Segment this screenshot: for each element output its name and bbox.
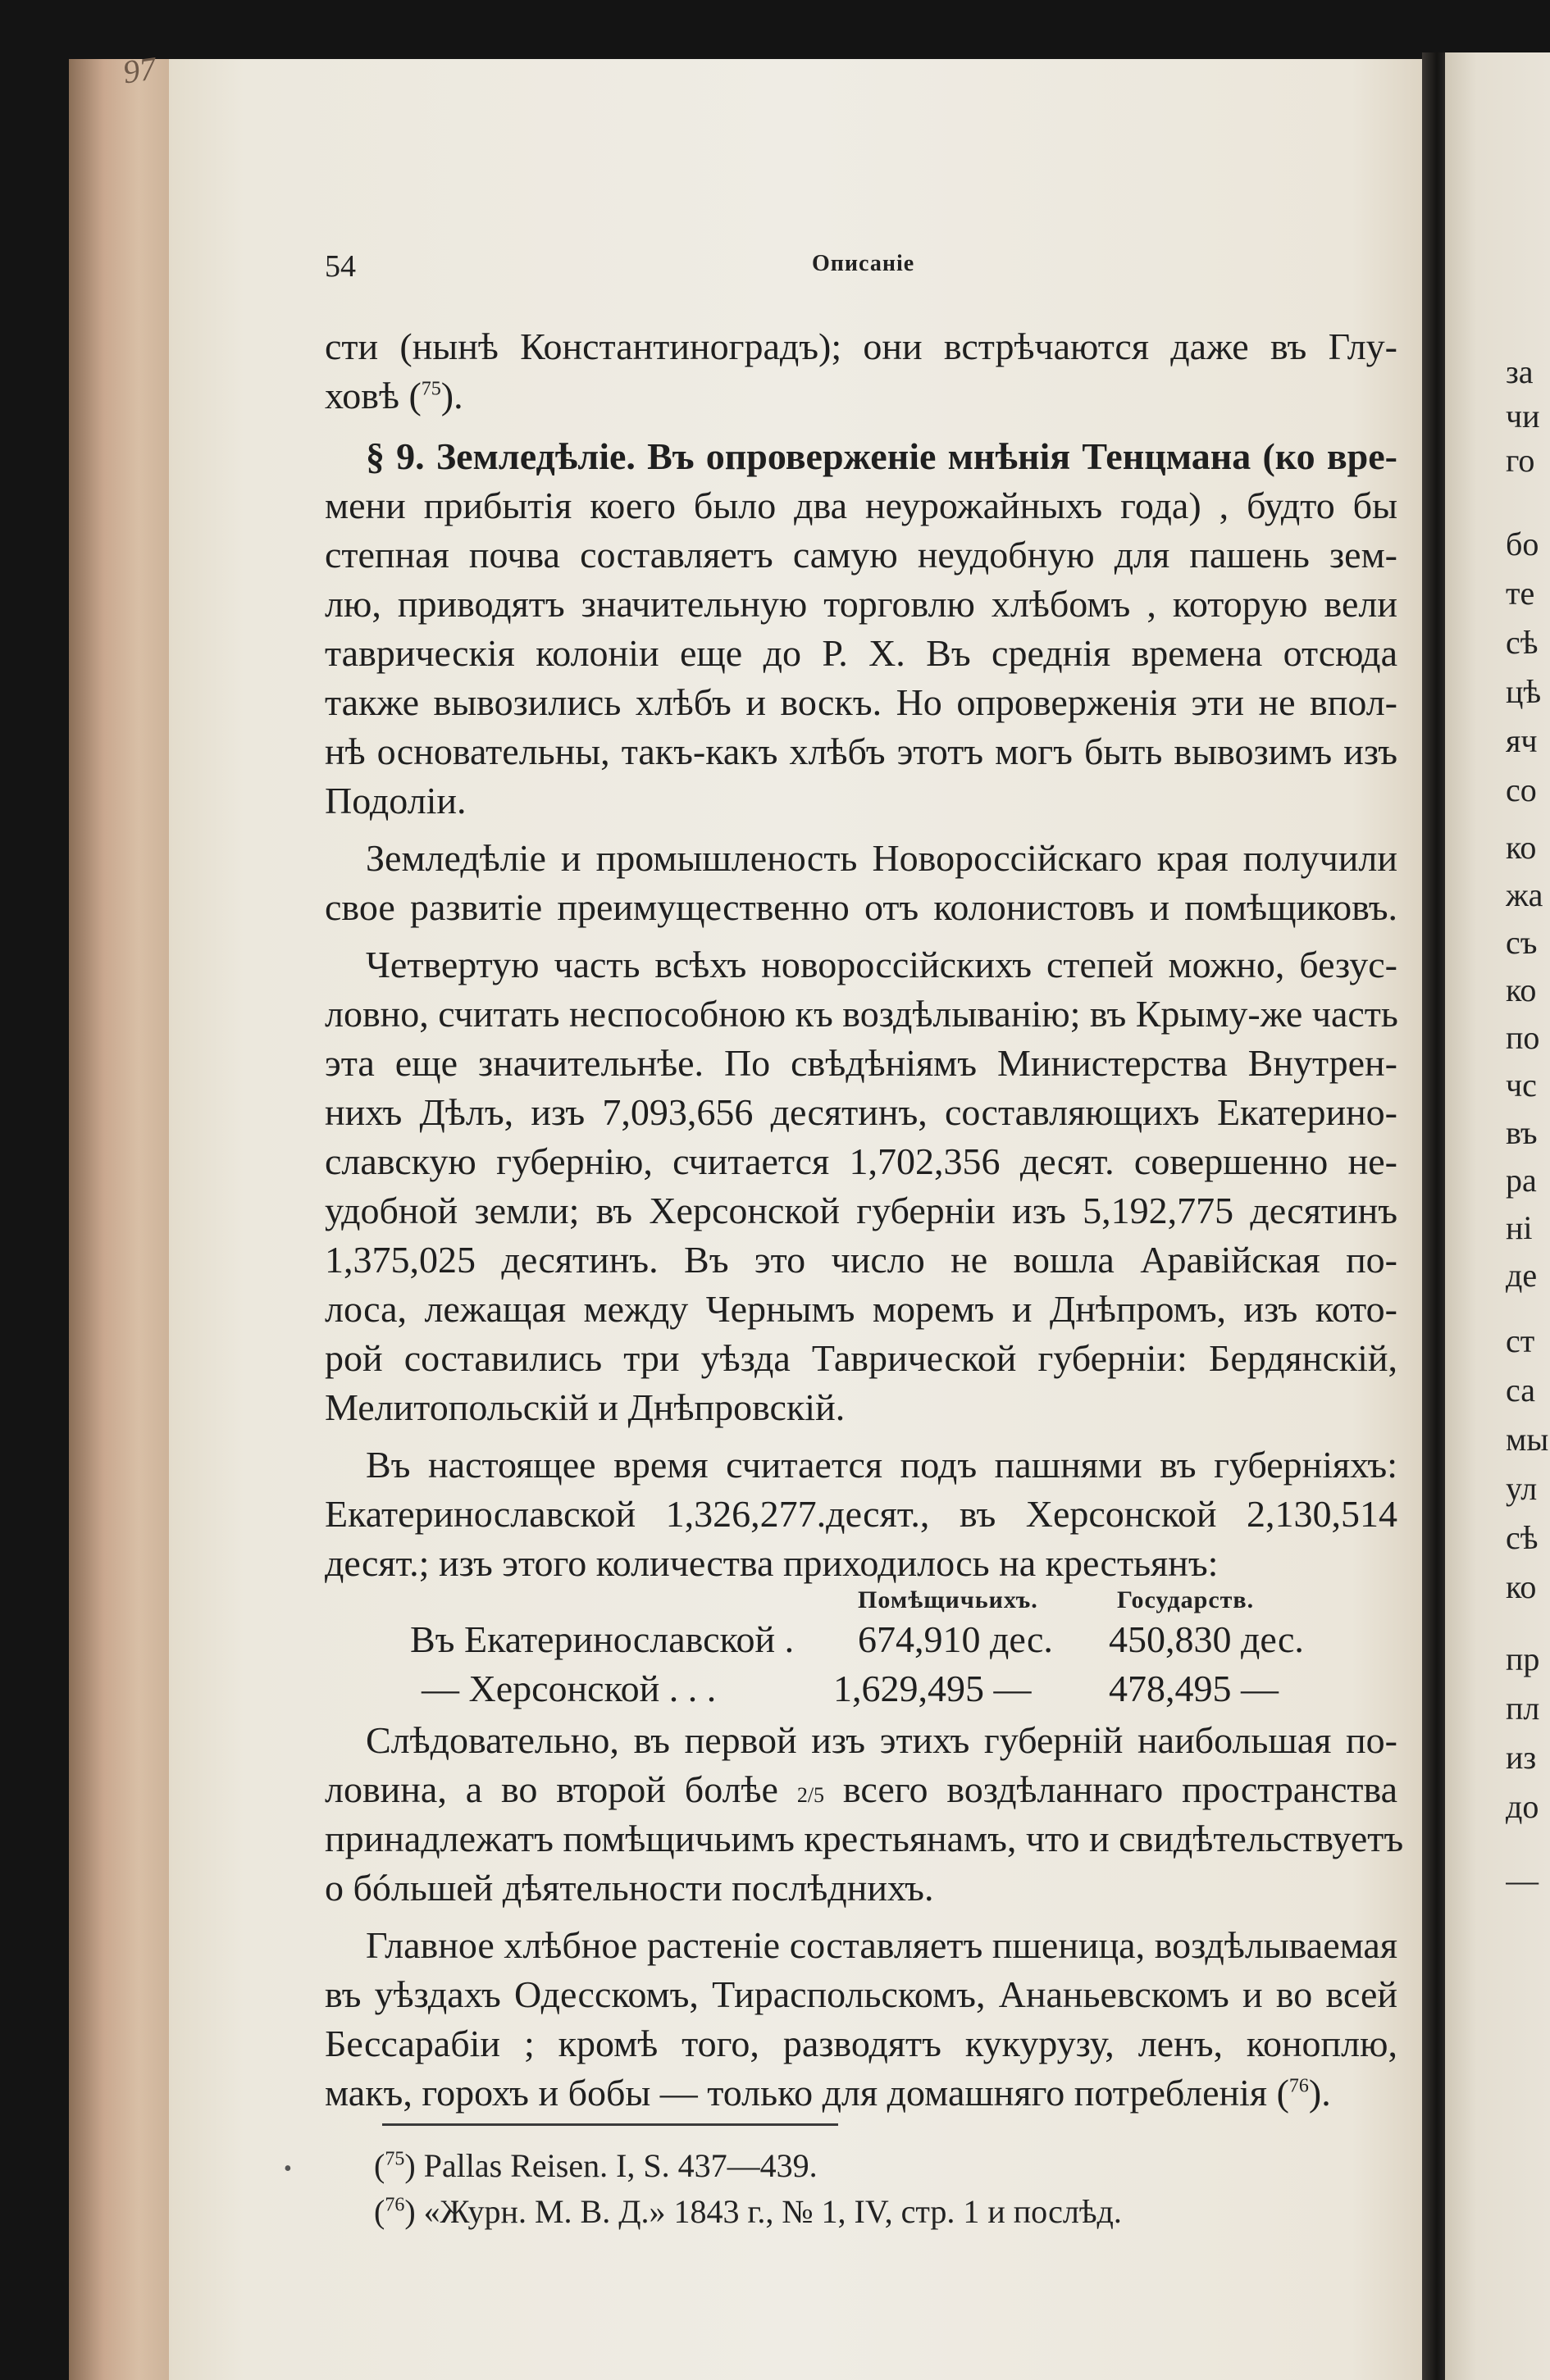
text-line: Четвертую часть всѣхъ новороссійскихъ степей можно, безус-	[366, 944, 1397, 985]
text-line: ловина, а во второй болѣе 2/5 всего воздѣланнаго пространства	[325, 1768, 1398, 1810]
text-line: удобной земли; въ Херсонской губерніи изъ 5,192,775 десятинъ	[325, 1190, 1397, 1231]
table-header-pom: Помѣщичьихъ.	[858, 1586, 1038, 1613]
table-cell-pom: 674,910 дес.	[858, 1618, 1053, 1660]
text-line: нихъ Дѣлъ, изъ 7,093,656 десятинъ, составляющихъ Екатерино-	[325, 1091, 1397, 1133]
table-cell-gos: 478,495 —	[1109, 1668, 1279, 1709]
text-line: Бессарабіи ; кромѣ того, разводятъ кукурузу, ленъ, коноплю,	[325, 2023, 1397, 2064]
text-line: Слѣдовательно, въ первой изъ этихъ губерній наибольшая по-	[366, 1719, 1397, 1761]
facing-page-fragment: до	[1506, 1788, 1539, 1825]
text-line: Подоліи.	[325, 780, 467, 821]
text-line: рой составились три уѣзда Таврической губерніи: Бердянскій,	[325, 1337, 1397, 1379]
table-row-label: — Херсонской . . .	[422, 1668, 717, 1709]
facing-page-fragment: са	[1506, 1372, 1535, 1408]
text-line: Въ настоящее время считается подъ пашнями въ губерніяхъ:	[366, 1444, 1397, 1486]
facing-page-fragment: ні	[1506, 1209, 1533, 1246]
text-line: десят.; изъ этого количества приходилось на крестьянъ:	[325, 1542, 1219, 1584]
facing-page-fragment: сѣ	[1506, 1519, 1539, 1556]
facing-page-fragment: бо	[1506, 526, 1539, 562]
text-line: принадлежатъ помѣщичьимъ крестьянамъ, что и свидѣтельствуетъ	[325, 1818, 1404, 1859]
facing-page-fragment: въ	[1506, 1114, 1538, 1151]
table-header-gos: Государств.	[1117, 1586, 1255, 1613]
text-line: эта еще значительнѣе. По свѣдѣніямъ Министерства Внутрен-	[325, 1042, 1397, 1084]
facing-page-fragment: ко	[1506, 972, 1537, 1008]
footnote-75: ($^{75}$) Pallas Reisen. I, S. 437—439.	[374, 2147, 818, 2184]
text-line: лю, приводятъ значительную торговлю хлѣбомъ , которую вели	[325, 583, 1397, 625]
facing-page-fragment: мы	[1506, 1421, 1549, 1458]
text-line: также вывозились хлѣбъ и воскъ. Но опроверженія эти не впол-	[325, 681, 1397, 723]
facing-page-fragment: жа	[1506, 876, 1543, 913]
footnote-rule	[382, 2123, 838, 2126]
margin-dot: •	[284, 2156, 292, 2182]
facing-page-fragment: ра	[1506, 1162, 1537, 1199]
text-line: степная почва составляетъ самую неудобную для пашень зем-	[325, 534, 1397, 576]
page-number: 54	[325, 249, 356, 284]
book-spine	[1422, 52, 1447, 2380]
text-line: ховѣ ($^{75}$).	[325, 375, 463, 416]
table-cell-pom: 1,629,495 —	[833, 1668, 1032, 1709]
section-9-first-line: § 9. Земледѣліе. Въ опроверженіе мнѣнія Тенцмана (ко вре-	[366, 435, 1397, 477]
facing-page-fragment: —	[1506, 1862, 1539, 1899]
text-line: макъ, горохъ и бобы — только для домашняго потребленія ($^{76}$).	[325, 2072, 1331, 2114]
footnote-ref: 76	[1288, 2075, 1309, 2097]
facing-page-fragment: чи	[1506, 398, 1540, 435]
text-line: Екатеринославской 1,326,277.десят., въ Херсонской 2,130,514	[325, 1493, 1397, 1535]
facing-page-fragment: со	[1506, 771, 1537, 808]
facing-page-fragment: яч	[1506, 722, 1538, 759]
facing-page-fragment: пр	[1506, 1641, 1540, 1677]
facing-page-fragment: съ	[1506, 924, 1538, 961]
facing-page-fragment: де	[1506, 1257, 1538, 1294]
facing-page-fragment: ко	[1506, 829, 1537, 866]
text-line: нѣ основательны, такъ-какъ хлѣбъ этотъ могъ быть вывозимъ изъ	[325, 730, 1397, 772]
facing-page-fragment: по	[1506, 1019, 1540, 1056]
facing-page-fragment: чс	[1506, 1067, 1537, 1104]
footnote-ref: 75	[421, 378, 441, 400]
fraction-two-fifths: 2/5	[796, 1783, 825, 1807]
text-line: свое развитіе преимущественно отъ колонистовъ и помѣщиковъ.	[325, 886, 1397, 928]
facing-page-fragment: ст	[1506, 1322, 1535, 1359]
facing-page-fragment: ул	[1506, 1470, 1538, 1507]
text-line: мени прибытія коего было два неурожайныхъ года) , будто бы	[325, 485, 1397, 526]
page-gutter-edge	[69, 59, 169, 2380]
text-line: таврическія колоніи еще до Р. X. Въ среднія времена отсюда	[325, 632, 1397, 674]
facing-page-fragment: цѣ	[1506, 673, 1542, 710]
facing-page-fragment: ко	[1506, 1568, 1537, 1605]
text-line: сти (нынѣ Константиноградъ); они встрѣчаются даже въ Глу-	[325, 325, 1397, 367]
text-line: ловно, считать неспособною къ воздѣлыванію; въ Крыму-же часть	[325, 993, 1398, 1035]
text-line: Главное хлѣбное растеніе составляетъ пшеница, воздѣлываемая	[366, 1924, 1397, 1966]
running-title: Описаніе	[812, 251, 915, 276]
table-cell-gos: 450,830 дес.	[1109, 1618, 1304, 1660]
text-line: Мелитопольскій и Днѣпровскій.	[325, 1386, 846, 1428]
facing-page-fragment: те	[1506, 575, 1535, 612]
text-line: Земледѣліе и промышленость Новороссійскаго края получили	[366, 837, 1397, 879]
text-line: о бóльшей дѣятельности послѣднихъ.	[325, 1867, 934, 1909]
facing-page-fragment: из	[1506, 1739, 1537, 1776]
text-line: лоса, лежащая между Чернымъ моремъ и Днѣпромъ, изъ кото-	[325, 1288, 1397, 1330]
facing-page-fragment: пл	[1506, 1690, 1540, 1727]
text-line: въ уѣздахъ Одесскомъ, Тираспольскомъ, Ананьевскомъ и во всей	[325, 1973, 1397, 2015]
footnote-76: ($^{76}$) «Журн. М. В. Д.» 1843 г., № 1, IV, стр. 1 и послѣд.	[374, 2193, 1122, 2230]
text-line: славскую губернію, считается 1,702,356 десят. совершенно не-	[325, 1140, 1397, 1182]
facing-page-fragment: го	[1506, 442, 1535, 479]
table-row-label: Въ Екатеринославской .	[410, 1618, 795, 1660]
margin-pencil-mark: 97	[121, 49, 158, 91]
text-line: 1,375,025 десятинъ. Въ это число не вошла Аравійская по-	[325, 1239, 1397, 1281]
facing-page-fragment: за	[1506, 353, 1534, 390]
facing-page-fragment: сѣ	[1506, 624, 1539, 661]
